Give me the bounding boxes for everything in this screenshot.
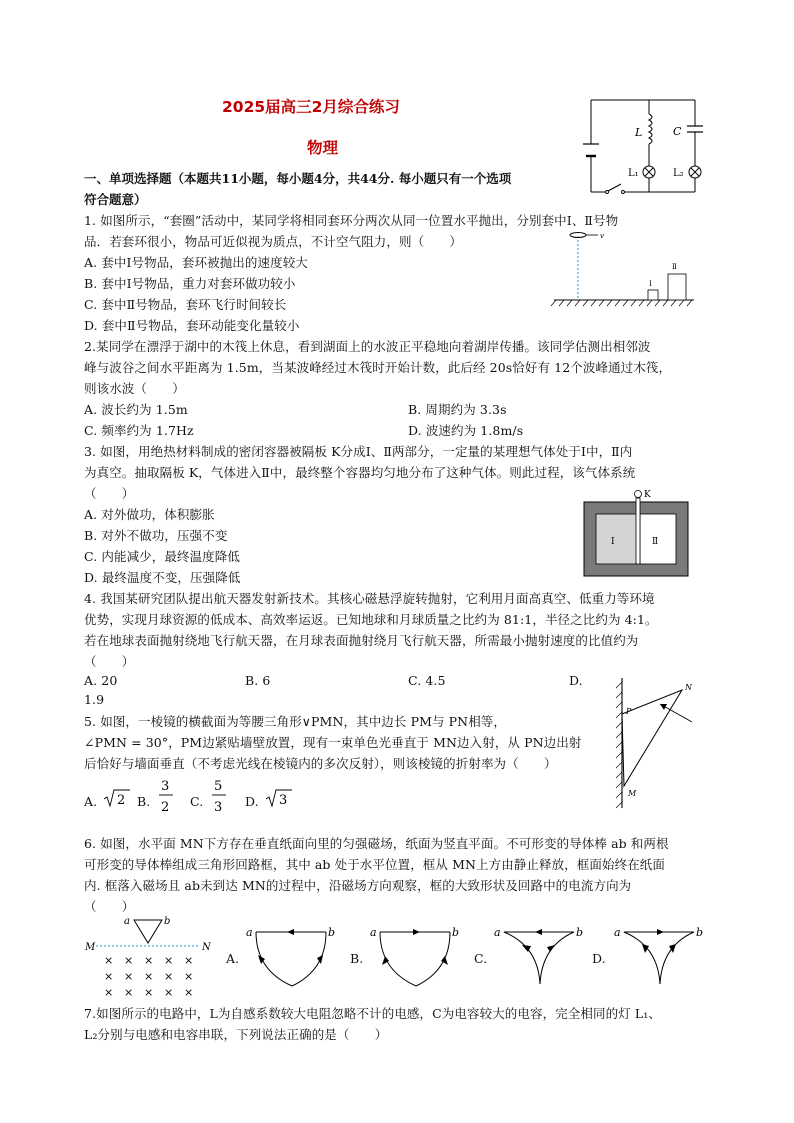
rod-end-b-label: b (164, 916, 171, 927)
q2-stem-line: 峰与波谷之间水平距离为 1.5m，当某波峰经过木筏时开始计数，此后经 20s恰好有 12个波峰通过木筏， (84, 360, 672, 375)
field-mark: × (184, 954, 194, 967)
sqrt-radicand: 3 (279, 793, 288, 808)
subject-title: 物理 (307, 139, 339, 157)
q6-choice-c-figure (492, 920, 592, 992)
vertex-a-label: a (494, 926, 501, 939)
q2-option-d: D. 波速约为 1.8m/s (408, 423, 524, 438)
q6-choice-b-figure (368, 920, 468, 992)
q4-stem-line: 若在地球表面抛射绕地飞行航天器，在月球表面抛射绕月飞行航天器，所需最小抛射速度的比值约为 (84, 633, 639, 648)
vertex-m-label: M (628, 789, 637, 798)
vertex-b-label: b (696, 926, 704, 939)
region-1-label: Ⅰ (611, 537, 615, 547)
field-mark: × (184, 986, 194, 999)
vertex-a-label: a (246, 926, 253, 939)
vertex-n-label: N (685, 683, 692, 692)
q3-option-a: A. 对外做功，体积膨胀 (84, 507, 215, 522)
q1-option-d: D. 套中Ⅱ号物品，套环动能变化量较小 (84, 318, 300, 333)
line-m-label: M (85, 942, 96, 953)
q6-choice-d-label: D. (592, 951, 606, 966)
q1-stem-line: 1. 如图所示，“套圈”活动中，某同学将相同套环分两次从同一位置水平抛出，分别套中Ⅰ、Ⅱ号物 (84, 213, 619, 228)
line-n-label: N (202, 942, 211, 953)
q5-option-a-math (102, 786, 132, 810)
rod-end-a-label: a (124, 916, 130, 927)
q2-option-a: A. 波长约为 1.5m (84, 402, 188, 417)
sqrt-radicand: 2 (117, 793, 126, 808)
q5-option-d: D. (245, 794, 259, 809)
q7-stem-line: 7.如图所示的电路中，L为自感系数较大电阻忽略不计的电感，C为电容较大的电容，完全相同的灯 L₁、 (84, 1006, 661, 1021)
q5-option-b: B. (137, 794, 151, 809)
q5-option-a: A. (84, 794, 98, 809)
q5-option-c: C. (190, 794, 204, 809)
fraction-denominator: 3 (214, 800, 223, 815)
field-mark: × (164, 954, 174, 967)
field-mark: × (124, 986, 134, 999)
section-heading: 一、单项选择题（本题共11小题，每小题4分，共44分. 每小题只有一个选项 (84, 171, 512, 186)
q3-stem-line: （ ） (84, 486, 135, 501)
field-mark: × (164, 970, 174, 983)
q5-stem-line: ∠PMN = 30°，PM边紧贴墙壁放置，现有一束单色光垂直于 MN边入射，从 PN边出射 (84, 735, 582, 750)
field-mark: × (144, 954, 154, 967)
q3-container-figure (584, 488, 690, 578)
q6-choice-a-label: A. (226, 951, 240, 966)
q2-option-b: B. 周期约为 3.3s (408, 402, 507, 417)
q6-choice-a-figure (244, 920, 344, 992)
q1-stem-line: 品．若套环很小，物品可近似视为质点，不计空气阻力，则（ ） (84, 234, 463, 249)
field-mark: × (124, 970, 134, 983)
item-1-label: Ⅰ (649, 280, 652, 288)
q5-stem-line: 后恰好与墙面垂直（不考虑光线在棱镜内的多次反射），则该棱镜的折射率为（ ） (84, 756, 557, 771)
field-mark: × (164, 986, 174, 999)
q4-option-d: D. (569, 673, 583, 688)
capacitor-label: C (673, 125, 682, 138)
q6-stem-line: 可形变的导体棒组成三角形回路框，其中 ab 处于水平位置，框从 MN上方由静止释放，框面始终在纸面 (84, 857, 666, 872)
q6-stem-line: （ ） (84, 899, 135, 914)
q3-option-b: B. 对外不做功，压强不变 (84, 528, 228, 543)
item-2-label: Ⅱ (672, 263, 677, 271)
q4-stem-line: （ ） (84, 654, 135, 669)
vertex-b-label: b (452, 926, 460, 939)
q6-choice-c-label: C. (474, 951, 488, 966)
q7-circuit-figure (585, 92, 715, 202)
fraction-numerator: 5 (214, 779, 223, 794)
vertex-a-label: a (370, 926, 377, 939)
field-mark: × (104, 970, 114, 983)
q5-stem-line: 5. 如图，一棱镜的横截面为等腰三角形∨PMN，其中边长 PM与 PN相等， (84, 714, 507, 729)
section-heading-cont: 符合题意） (84, 192, 147, 207)
field-mark: × (124, 954, 134, 967)
fraction-denominator: 2 (161, 800, 170, 815)
vertex-b-label: b (576, 926, 584, 939)
inductor-label: L (635, 126, 643, 139)
region-2-label: Ⅱ (652, 537, 659, 547)
lamp-2-label: L₂ (673, 168, 684, 179)
field-mark: × (144, 986, 154, 999)
q6-field-figure (84, 912, 214, 1002)
q4-stem-line: 优势，实现月球资源的低成本、高效率运返。已知地球和月球质量之比约为 81:1，半径之比约为 4:1。 (84, 612, 658, 627)
q4-option-d-value: 1.9 (84, 692, 105, 707)
q3-stem-line: 为真空。抽取隔板 K，气体进入Ⅱ中，最终整个容器均匀地分布了这种气体。则此过程，该气体系统 (84, 465, 636, 480)
q4-option-b: B. 6 (245, 673, 271, 688)
q3-option-d: D. 最终温度不变，压强降低 (84, 570, 241, 585)
q6-stem-line: 6. 如图，水平面 MN下方存在垂直纸面向里的匀强磁场，纸面为竖直平面。不可形变的导体棒 ab 和两根 (84, 836, 669, 851)
q2-stem-line: 则该水波（ ） (84, 381, 185, 396)
q4-option-c: C. 4.5 (408, 673, 446, 688)
field-mark: × (104, 986, 114, 999)
field-mark: × (184, 970, 194, 983)
q1-option-c: C. 套中Ⅱ号物品，套环飞行时间较长 (84, 297, 287, 312)
vertex-b-label: b (328, 926, 336, 939)
q4-option-a: A. 20 (84, 673, 118, 688)
q1-ring-toss-figure (548, 228, 698, 308)
q1-option-b: B. 套中Ⅰ号物品，重力对套环做功较小 (84, 276, 296, 291)
partition-label: K (644, 490, 651, 500)
q5-option-d-math (264, 786, 294, 810)
q1-option-a: A. 套中Ⅰ号物品，套环被抛出的速度较大 (84, 255, 308, 270)
lamp-1-label: L₁ (628, 168, 639, 179)
velocity-label: v (600, 232, 604, 240)
q3-stem-line: 3. 如图，用绝热材料制成的密闭容器被隔板 K分成Ⅰ、Ⅱ两部分，一定量的某理想气体处于Ⅰ中，Ⅱ内 (84, 444, 633, 459)
q2-stem-line: 2.某同学在漂浮于湖中的木筏上休息，看到湖面上的水波正平稳地向着湖岸传播。该同学估测出相邻波 (84, 339, 651, 354)
q6-choice-d-figure (612, 920, 712, 992)
q7-stem-line: L₂分别与电感和电容串联，下列说法正确的是（ ） (84, 1027, 388, 1042)
q3-option-c: C. 内能减少，最终温度降低 (84, 549, 240, 564)
vertex-a-label: a (614, 926, 621, 939)
fraction-numerator: 3 (161, 779, 170, 794)
q5-option-c-fraction (210, 776, 228, 816)
q4-stem-line: 4. 我国某研究团队提出航天器发射新技术。其核心磁悬浮旋转抛射，它利用月面高真空、低重力等环境 (84, 591, 655, 606)
q2-option-c: C. 频率约为 1.7Hz (84, 423, 194, 438)
exam-title: 2025届高三2月综合练习 (222, 98, 400, 116)
field-mark: × (144, 970, 154, 983)
field-mark: × (104, 954, 114, 967)
vertex-p-label: P (626, 707, 632, 716)
q6-stem-line: 内. 框落入磁场且 ab未到达 MN的过程中，沿磁场方向观察，框的大致形状及回路中的电流方向为 (84, 878, 632, 893)
q5-option-b-fraction (157, 776, 175, 816)
q5-prism-figure (608, 676, 718, 811)
q6-choice-b-label: B. (350, 951, 364, 966)
